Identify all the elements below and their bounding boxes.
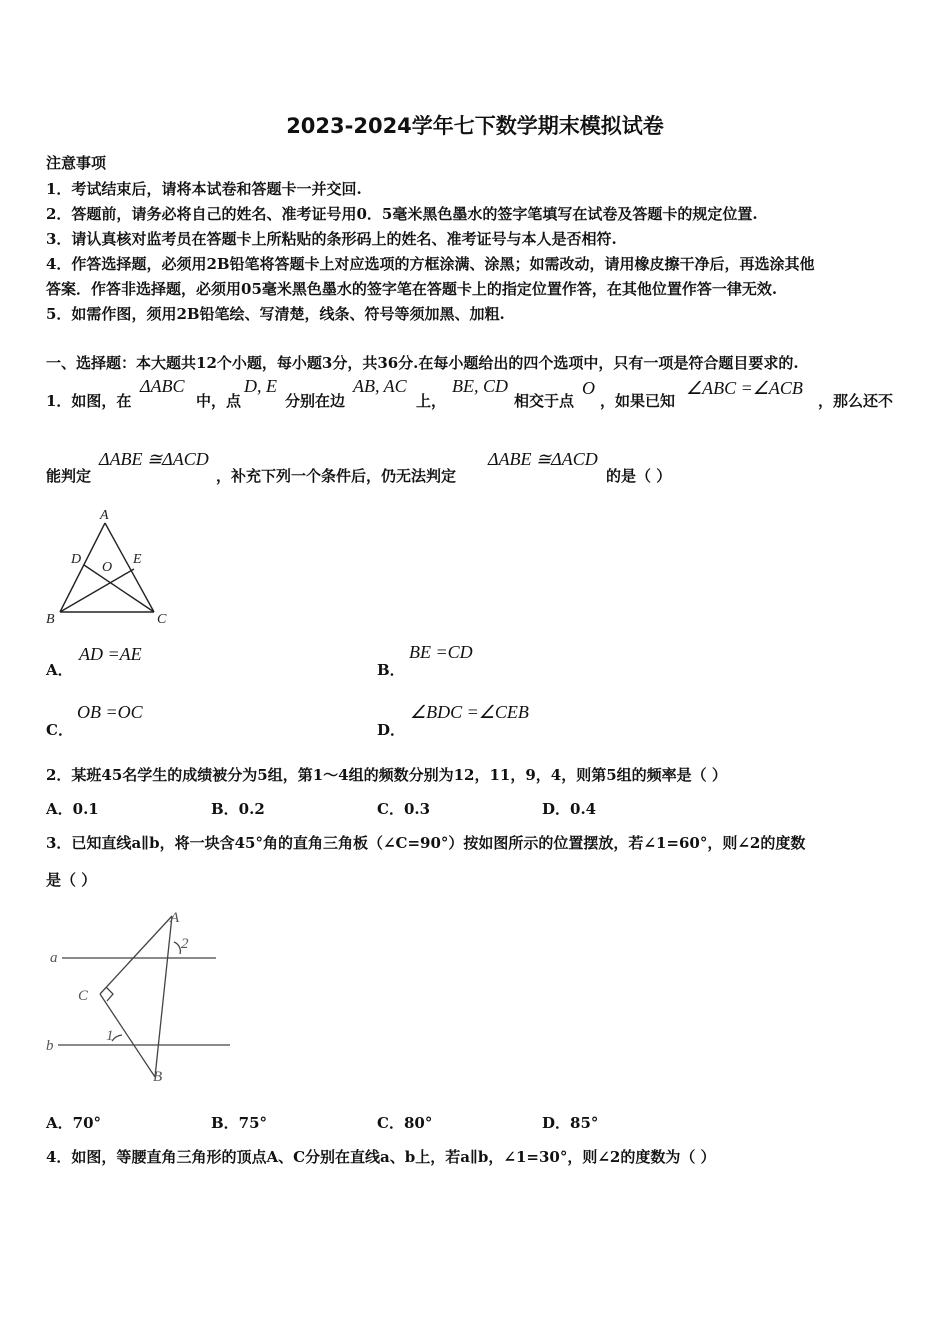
q1-text: 相交于点 [514,392,575,410]
q1-text: 的是（ ） [606,467,672,485]
q1-option-b: BE =CD [409,642,473,662]
q1-math: D, E [244,376,277,396]
q1-option-a: AD =AE [79,644,142,664]
q1-option-label: A． [46,661,73,679]
q3-option-a: A．70° [46,1114,102,1132]
section-heading: 一、选择题：本大题共12个小题，每小题3分，共36分.在每小题给出的四个选项中，只有一项是符合题目要求的. [46,354,799,372]
note-item: 3．请认真核对监考员在答题卡上所粘贴的条形码上的姓名、准考证号与本人是否相符. [46,230,617,248]
q3-stem: 3．已知直线a∥b，将一块含45°角的直角三角板（∠C=90°）按如图所示的位置摆放，若∠1=60°，则∠2的度数 [46,834,806,852]
q1-text: 能判定 [46,467,92,485]
q3-fig-label: a [50,950,58,966]
q3-fig-label: 1 [106,1028,114,1044]
q1-text: 中，点 [196,392,242,410]
notes-heading: 注意事项 [46,154,107,172]
q3-option-d: D．85° [542,1114,599,1132]
q1-math: ΔABE ≅ΔACD [488,449,598,469]
q1-text: 上， [416,392,447,410]
q2-option-b: B．0.2 [211,800,265,818]
q2-option-c: C．0.3 [377,800,431,818]
q2-stem: 2．某班45名学生的成绩被分为5组，第1～4组的频数分别为12，11，9，4，则第5组的频率是（ ） [46,766,727,784]
q1-text: ，补充下列一个条件后，仍无法判定 [216,467,457,485]
note-item: 4．作答选择题，必须用2B铅笔将答题卡上对应选项的方框涂满、涂黑；如需改动，请用橡皮擦干净后，再选涂其他 [46,255,815,273]
q1-option-label: B． [377,661,405,679]
q1-fig-label: D [71,552,82,567]
q1-math: AB, AC [353,376,407,396]
q1-triangle-figure [40,505,180,630]
q1-math: ΔABC [140,376,185,396]
q3-option-c: C．80° [377,1114,433,1132]
q1-fig-label: O [102,560,113,575]
q1-math: BE, CD [452,376,508,396]
q1-text: 分别在边 [285,392,346,410]
q2-option-a: A．0.1 [46,800,99,818]
q1-fig-label: E [133,552,142,567]
q1-option-label: D． [377,721,406,739]
q1-fig-label: A [100,508,109,523]
q1-text: ，如果已知 [600,392,676,410]
q1-option-label: C． [46,721,73,739]
q3-fig-label: 2 [181,936,189,952]
q1-math: O [582,378,595,398]
q1-text: 1．如图，在 [46,392,132,410]
q3-parallel-lines-figure [40,900,240,1090]
q3-fig-label: b [46,1038,54,1054]
q1-fig-label: B [46,612,55,627]
q1-math: ΔABE ≅ΔACD [99,449,209,469]
note-item: 5．如需作图，须用2B铅笔绘、写清楚，线条、符号等须加黑、加粗. [46,305,505,323]
q1-fig-label: C [157,612,167,627]
q1-math: ∠ABC =∠ACB [686,378,803,398]
q1-option-c: OB =OC [77,702,143,722]
q3-stem: 是（ ） [46,871,97,889]
q2-option-d: D．0.4 [542,800,597,818]
note-item: 答案．作答非选择题，必须用05毫米黑色墨水的签字笔在答题卡上的指定位置作答，在其他位置作答一律无效. [46,280,778,298]
q3-option-b: B．75° [211,1114,268,1132]
q4-stem: 4．如图，等腰直角三角形的顶点A、C分别在直线a、b上，若a∥b，∠1=30°，则∠2的度数为（ ） [46,1148,716,1166]
page-title: 2023-2024学年七下数学期末模拟试卷 [286,114,664,138]
q1-text: ，那么还不 [818,392,894,410]
note-item: 1．考试结束后，请将本试卷和答题卡一并交回. [46,180,362,198]
q1-option-d: ∠BDC =∠CEB [410,702,529,722]
q3-fig-label: A [170,910,180,926]
q3-fig-label: B [153,1069,163,1085]
note-item: 2．答题前，请务必将自己的姓名、准考证号用0．5毫米黑色墨水的签字笔填写在试卷及答题卡的规定位置. [46,205,758,223]
q3-fig-label: C [78,988,89,1004]
